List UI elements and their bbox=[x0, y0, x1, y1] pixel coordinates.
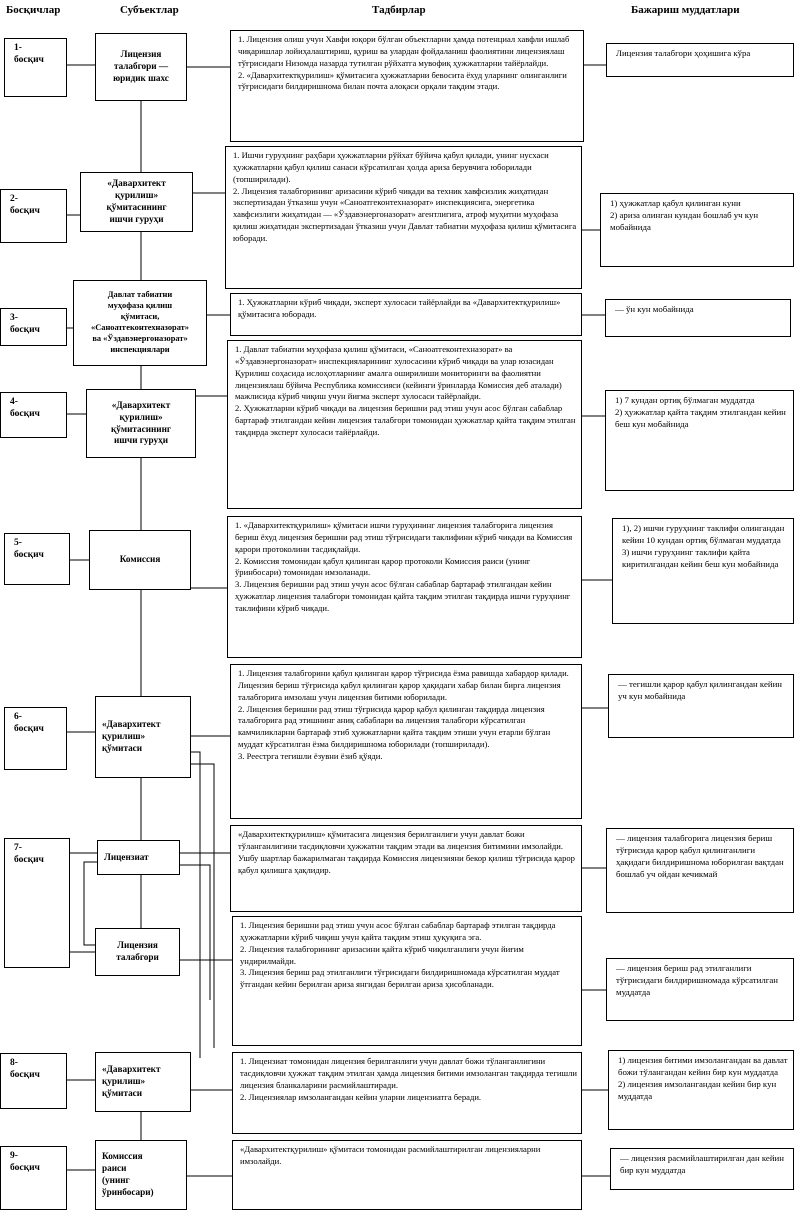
step-5: 5- босқич bbox=[4, 533, 70, 585]
subject-inspections: Давлат табиатни муҳофаза қилиш қўмитаси, «Саноатгеконтехназорат» ва «Ўздавэнергоназорат» инспекциялари bbox=[73, 280, 207, 366]
action-step-7-applicant: 1. Лицензия беришни рад этиш учун асос бўлган сабаблар бартараф этилган тақдирда ҳужжатларни кўриб чиқиш учун қайта тақдим этиш ҳуқуқига эга. 2. Лицензия талабгорининг аризасини қайта кўриб чиқилганлиги учун йиғим ундирилмайди. 3. Лицензия бериш рад этилганлиги тўғрисидаги билдиришномада кўрсатилган муддат ўтгандан кейин берилган ариза янгидан берилган ариза ҳисобланади. bbox=[232, 916, 582, 1046]
deadline-step-4: 1) 7 кундан ортиқ бўлмаган муддатда 2) ҳужжатлар қайта тақдим этилгандан кейин беш кун мобайнида bbox=[605, 390, 794, 491]
header-steps: Босқичлар bbox=[6, 4, 61, 16]
deadline-step-3: — ўн кун мобайнида bbox=[605, 299, 791, 337]
connector-line bbox=[180, 865, 210, 1000]
action-step-7-licensee: «Давархитектқурилиш» қўмитасига лицензия берилганлиги учун давлат божи тўланганлигини тасдиқловчи ҳужжатни тақдим этади ва лицензия битимини имзолайди. Ушбу шартлар бажарилмаган тақдирда Комиссия лицензияни бекор қилиш тўғрисида қарор қабул қилишга ҳақлидир. bbox=[230, 825, 582, 912]
deadline-step-9: — лицензия расмийлаштирилган дан кейин бир кун муддатда bbox=[610, 1148, 794, 1190]
header-deadlines: Бажариш муддатлари bbox=[631, 4, 740, 16]
subject-working-group: «Давархитект қурилиш» қўмитасининг ишчи гуруҳи bbox=[80, 172, 193, 232]
connector-line bbox=[191, 764, 214, 1048]
deadline-step-1: Лицензия талабгори ҳоҳишига кўра bbox=[606, 43, 794, 77]
step-8: 8- босқич bbox=[0, 1053, 67, 1109]
step-7: 7- босқич bbox=[4, 838, 70, 968]
action-step-3: 1. Ҳужжатларни кўриб чиқади, эксперт хулосаси тайёрлайди ва «Давархитектқурилиш» қўмитасига юборади. bbox=[230, 293, 582, 336]
deadline-step-2: 1) ҳужжатлар қабул қилинган куни 2) ариза олинган кундан бошлаб уч кун мобайнида bbox=[600, 193, 794, 267]
action-step-6: 1. Лицензия талабгорини қабул қилинган қарор тўғрисида ёзма равишда хабардор қилади. Лицензия бериш тўғрисида қабул қилинган қарор ҳақидаги хабар билан бирга лицензия талабгорига имзолаш учун лицензия битими юборилади. 2. Лицензия беришни рад этиш тўғрисида қарор қабул қилинган тақдирда лицензия талабгорига рад этишнинг аниқ сабаблари ва лицензия талабгори кўрсатилган камчиликларни бартараф этиб ҳужжатларни қайта тақдим этиши учун етарли бўлган муддат кўрсатилган ёзма билдиришнома юборилади (топширилади). 3. Реестрга тегишли ёзувни ёзиб қўяди. bbox=[230, 664, 582, 819]
subject-license-applicant-legal-entity: Лицензия талабгори — юридик шахс bbox=[95, 33, 187, 101]
subject-committee-2: «Давархитект қурилиш» қўмитаси bbox=[95, 1052, 191, 1112]
action-step-4: 1. Давлат табиатни муҳофаза қилиш қўмитаси, «Саноатгеконтехназорат» ва «Ўздавэнергоназорат» инспекцияларининг хулосасини кўриб чиқади ва улар юзасидан Қурилиш соҳасида ислоҳотларнинг амалга оширилиши мониторинги ва фаолиятни лицензиялаш бўйича Республика комиссияси (кейинги ўринларда Комиссия деб аталади) мажлисида кўриб чиқиш учун йиғма эксперт хулосаси тайёрлайди. 2. Ҳужжатларни кўриб чиқади ва лицензия беришни рад этиш учун асос бўлган сабаблар бартараф этилгандан кейин лицензия талабгори томонидан ҳужжатлар қайта тақдим этилган тақдирда эксперт хулосаси тайёрлайди. bbox=[227, 340, 582, 509]
deadline-step-7-licensee: — лицензия талабгорига лицензия бериш тўғрисида қарор қабул қилинганлиги ҳақидаги билдиришнома юборилган вақтдан бошлаб уч ойдан кечикмай bbox=[606, 828, 794, 913]
step-9: 9- босқич bbox=[0, 1146, 67, 1210]
action-step-9: «Давархитектқурилиш» қўмитаси томонидан расмийлаштирилган лицензияларни имзолайди. bbox=[232, 1140, 582, 1210]
subject-commission: Комиссия bbox=[89, 530, 191, 590]
subject-license-applicant: Лицензия талабгори bbox=[95, 928, 180, 976]
action-step-2: 1. Ишчи гуруҳнинг раҳбари ҳужжатларни рўйхат бўйича қабул қилади, унинг нусхаси ҳужжатларни қабул қилиш санаси кўрсатилган ҳолда ариза берувчига юборилади (топширилади). 2. Лицензия талабгорининг аризасини кўриб чиқади ва техник хавфсизлик жиҳатидан экспертизадан ўтказиш учун «Саноатгеконтехназорат» инспекциясига, энергетика хавфсизлиги жиҳатидан — «Ўздавэнергоназорат» агентлигига, атроф муҳитни муҳофаза қилиш жиҳатидан экспертизадан ўтказиш учун Давлат табиатни муҳофаза қилиш қўмитасига юборади. bbox=[225, 146, 582, 289]
subject-working-group-2: «Давархитект қурилиш» қўмитасининг ишчи гуруҳи bbox=[86, 389, 196, 458]
deadline-step-5: 1), 2) ишчи гуруҳнинг таклифи олингандан кейин 10 кундан ортиқ бўлмаган муддатда 3) ишчи гуруҳнинг таклифи қайта киритилгандан кейин беш кун мобайнида bbox=[612, 518, 794, 624]
subject-committee: «Давархитект қурилиш» қўмитаси bbox=[95, 696, 191, 778]
step-6: 6- босқич bbox=[4, 707, 67, 770]
deadline-step-6: — тегишли қарор қабул қилингандан кейин уч кун мобайнида bbox=[608, 674, 794, 738]
action-step-1: 1. Лицензия олиш учун Хавфи юқори бўлган объектларни ҳамда потенциал хавфли ишлаб чиқаришлар лойиҳалаштириш, қуриш ва улардан фойдаланиш фаолиятини лицензиялаш тўғрисидаги Низомда назарда тутилган рўйхатга мувофиқ ҳужжатларни тайёрлайди. 2. «Давархитектқурилиш» қўмитасига ҳужжатларни бевосита ёхуд уларнинг олинганлиги тўғрисидаги билдиришнома билан почта алоқаси орқали тақдим этади. bbox=[230, 30, 584, 142]
step-2: 2- босқич bbox=[0, 189, 67, 243]
action-step-8: 1. Лицензиат томонидан лицензия берилганлиги учун давлат божи тўланганлигини тасдиқловчи ҳужжат тақдим этилган ҳамда лицензия битими имзоланган тақдирда тегишли лицензия бланкаларини расмийлаштиради. 2. Лицензиялар имзолангандан кейин уларни лицензиатга беради. bbox=[232, 1052, 582, 1134]
step-3: 3- босқич bbox=[0, 308, 67, 346]
header-actions: Тадбирлар bbox=[372, 4, 426, 16]
subject-commission-chair: Комиссия раиси (унинг ўринбосари) bbox=[95, 1140, 187, 1210]
subject-licensee: Лицензиат bbox=[97, 840, 180, 875]
header-subjects: Субъектлар bbox=[120, 4, 179, 16]
connector-line bbox=[191, 752, 200, 1058]
step-1: 1- босқич bbox=[4, 38, 67, 97]
deadline-step-7-applicant: — лицензия бериш рад этилганлиги тўғрисидаги билдиришномада кўрсатилган муддатда bbox=[606, 958, 794, 1021]
deadline-step-8: 1) лицензия битими имзолангандан ва давлат божи тўлангандан кейин бир кун муддатда 2) лицензия имзолангандан кейин бир кун муддатда bbox=[608, 1050, 794, 1130]
action-step-5: 1. «Давархитектқурилиш» қўмитаси ишчи гуруҳининг лицензия талабгорига лицензия бериш ёхуд лицензия беришни рад этиш тўғрисидаги таклифини кўриб чиқади ва Комиссия қарори протоколини тасдиқлайди. 2. Комиссия томонидан қабул қилинган қарор протоколи Комиссия раиси (унинг ўринбосари) томонидан имзоланади. 3. Лицензия беришни рад этиш учун асос бўлган сабаблар бартараф этилгандан кейин ҳужжатлар лицензия талабгори томонидан қайта тақдим этилган тақдирда ишчи гуруҳнинг таклифини кўриб чиқади. bbox=[227, 516, 582, 658]
step-4: 4- босқич bbox=[0, 392, 67, 438]
